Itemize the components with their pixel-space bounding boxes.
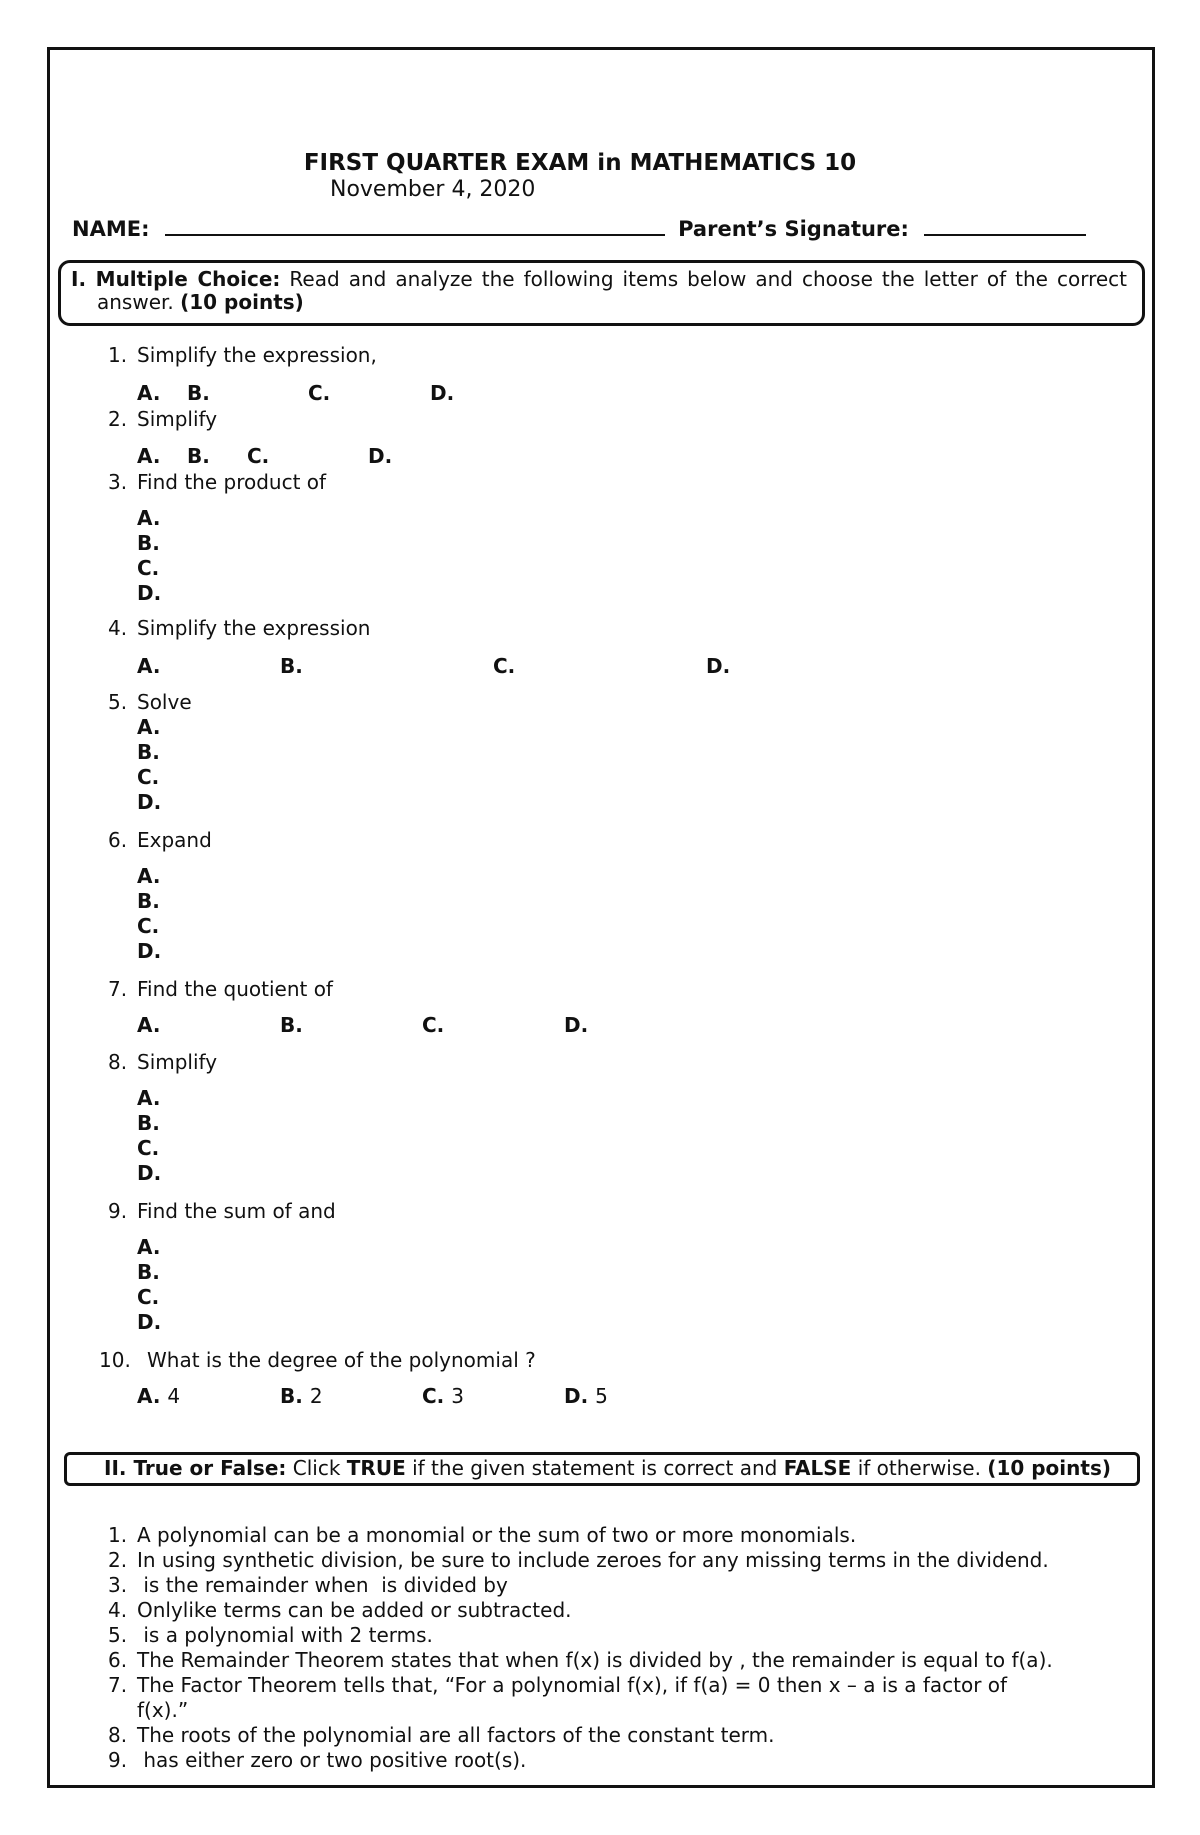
question-10 bbox=[99, 1348, 536, 1372]
q7-option-c[interactable]: C. bbox=[422, 1013, 445, 1037]
q2-option-c[interactable]: C. bbox=[247, 444, 270, 468]
tf-item-8 bbox=[108, 1723, 775, 1747]
question-text: Expand bbox=[137, 828, 212, 852]
question-9 bbox=[108, 1199, 336, 1223]
item-text: A polynomial can be a monomial or the sum of two or more monomials. bbox=[137, 1523, 857, 1547]
question-text: Find the sum of and bbox=[137, 1199, 336, 1223]
part1-instruction-text: Read and analyze the following items below and choose the letter of the correct answer. bbox=[97, 267, 1128, 314]
item-text: Onlylike terms can be added or subtracted. bbox=[137, 1598, 572, 1622]
part2-heading: II. True or False: bbox=[104, 1456, 287, 1480]
question-text: Simplify the expression bbox=[137, 616, 371, 640]
tf-item-3 bbox=[108, 1573, 508, 1597]
question-text: Find the quotient of bbox=[137, 977, 333, 1001]
question-5 bbox=[108, 690, 192, 714]
true-word: TRUE bbox=[346, 1456, 406, 1480]
q10-option-d[interactable] bbox=[564, 1384, 608, 1408]
question-7 bbox=[108, 977, 333, 1001]
q1-option-c[interactable]: C. bbox=[308, 381, 331, 405]
item-text: is a polynomial with 2 terms. bbox=[137, 1623, 433, 1647]
q2-option-d[interactable]: D. bbox=[368, 444, 393, 468]
item-number: 2. bbox=[108, 1548, 128, 1572]
item-text: The Remainder Theorem states that when f(x) is divided by , the remainder is equal to f(a). bbox=[137, 1648, 1053, 1672]
q5-option-a[interactable]: A. bbox=[137, 715, 161, 739]
tf-item-1 bbox=[108, 1523, 857, 1547]
item-number: 6. bbox=[108, 1648, 128, 1672]
q9-option-c[interactable]: C. bbox=[137, 1285, 160, 1309]
question-number: 6. bbox=[108, 828, 128, 852]
part1-instruction-box bbox=[58, 260, 1145, 326]
item-text: The Factor Theorem tells that, “For a polynomial f(x), if f(a) = 0 then x – a is a factor of bbox=[137, 1673, 1008, 1697]
name-label: NAME: bbox=[72, 217, 150, 241]
part1-heading: I. Multiple Choice: bbox=[71, 267, 281, 291]
q1-option-d[interactable]: D. bbox=[430, 381, 455, 405]
question-number: 8. bbox=[108, 1050, 128, 1074]
q7-option-a[interactable]: A. bbox=[137, 1013, 161, 1037]
item-text: has either zero or two positive root(s). bbox=[137, 1748, 527, 1772]
question-number: 3. bbox=[108, 470, 128, 494]
question-number: 1. bbox=[108, 343, 128, 367]
part2-text: if the given statement is correct and bbox=[412, 1456, 778, 1480]
item-number: 7. bbox=[108, 1673, 128, 1697]
item-number: 8. bbox=[108, 1723, 128, 1747]
q6-option-b[interactable]: B. bbox=[137, 889, 160, 913]
question-4 bbox=[108, 616, 371, 640]
q8-option-c[interactable]: C. bbox=[137, 1136, 160, 1160]
q3-option-a[interactable]: A. bbox=[137, 506, 161, 530]
q7-option-d[interactable]: D. bbox=[564, 1013, 589, 1037]
q6-option-c[interactable]: C. bbox=[137, 914, 160, 938]
tf-item-2 bbox=[108, 1548, 1049, 1572]
part2-instruction bbox=[104, 1457, 1124, 1480]
tf-item-5 bbox=[108, 1623, 433, 1647]
question-text: Simplify bbox=[137, 1050, 218, 1074]
tf-item-9 bbox=[108, 1748, 527, 1772]
q4-option-c[interactable]: C. bbox=[493, 654, 516, 678]
option-value: 3 bbox=[451, 1384, 464, 1408]
question-text: Simplify bbox=[137, 407, 218, 431]
question-number: 5. bbox=[108, 690, 128, 714]
question-text: Find the product of bbox=[137, 470, 327, 494]
tf-item-7 bbox=[108, 1673, 1008, 1697]
question-number: 10. bbox=[99, 1348, 131, 1372]
q8-option-a[interactable]: A. bbox=[137, 1086, 161, 1110]
question-2 bbox=[108, 407, 218, 431]
q8-option-b[interactable]: B. bbox=[137, 1111, 160, 1135]
question-1 bbox=[108, 343, 377, 367]
q5-option-c[interactable]: C. bbox=[137, 765, 160, 789]
q4-option-b[interactable]: B. bbox=[280, 654, 303, 678]
q9-option-d[interactable]: D. bbox=[137, 1310, 162, 1334]
item-text: is the remainder when is divided by bbox=[137, 1573, 508, 1597]
q2-option-b[interactable]: B. bbox=[187, 444, 210, 468]
question-8 bbox=[108, 1050, 218, 1074]
option-letter: D. bbox=[564, 1384, 589, 1408]
question-text: Simplify the expression, bbox=[137, 343, 377, 367]
item-number: 3. bbox=[108, 1573, 128, 1597]
q6-option-a[interactable]: A. bbox=[137, 864, 161, 888]
q3-option-b[interactable]: B. bbox=[137, 531, 160, 555]
item-number: 1. bbox=[108, 1523, 128, 1547]
signature-label: Parent’s Signature: bbox=[678, 217, 909, 241]
option-value: 4 bbox=[167, 1384, 181, 1408]
q1-option-b[interactable]: B. bbox=[187, 381, 210, 405]
item-text: In using synthetic division, be sure to include zeroes for any missing terms in the dividend. bbox=[137, 1548, 1049, 1572]
q5-option-b[interactable]: B. bbox=[137, 740, 160, 764]
q2-option-a[interactable]: A. bbox=[137, 444, 161, 468]
option-letter: A. bbox=[137, 1384, 161, 1408]
q1-option-a[interactable]: A. bbox=[137, 381, 161, 405]
q10-option-a[interactable] bbox=[137, 1384, 180, 1408]
question-3 bbox=[108, 470, 327, 494]
option-letter: C. bbox=[422, 1384, 445, 1408]
option-value: 5 bbox=[595, 1384, 608, 1408]
q9-option-a[interactable]: A. bbox=[137, 1235, 161, 1259]
q10-option-c[interactable] bbox=[422, 1384, 464, 1408]
false-word: FALSE bbox=[783, 1456, 852, 1480]
part1-points: (10 points) bbox=[180, 290, 304, 314]
q9-option-b[interactable]: B. bbox=[137, 1260, 160, 1284]
exam-title: FIRST QUARTER EXAM in MATHEMATICS 10 bbox=[303, 150, 857, 176]
option-value: 2 bbox=[309, 1384, 323, 1408]
q6-option-d[interactable]: D. bbox=[137, 939, 162, 963]
question-number: 7. bbox=[108, 977, 128, 1001]
part2-text: if otherwise. bbox=[857, 1456, 981, 1480]
item-text: The roots of the polynomial are all factors of the constant term. bbox=[137, 1723, 775, 1747]
q3-option-d[interactable]: D. bbox=[137, 581, 162, 605]
question-text: What is the degree of the polynomial ? bbox=[147, 1348, 536, 1372]
item-number: 5. bbox=[108, 1623, 128, 1647]
q10-option-b[interactable] bbox=[280, 1384, 323, 1408]
item-number: 9. bbox=[108, 1748, 128, 1772]
tf-item-6 bbox=[108, 1648, 1053, 1672]
q4-option-d[interactable]: D. bbox=[706, 654, 731, 678]
q5-option-d[interactable]: D. bbox=[137, 790, 162, 814]
question-6 bbox=[108, 828, 212, 852]
tf-item-7-continued: f(x).” bbox=[137, 1698, 189, 1722]
part2-points: (10 points) bbox=[987, 1456, 1111, 1480]
part1-instruction bbox=[71, 267, 1128, 314]
question-number: 2. bbox=[108, 407, 128, 431]
tf-item-4 bbox=[108, 1598, 572, 1622]
q7-option-b[interactable]: B. bbox=[280, 1013, 303, 1037]
q3-option-c[interactable]: C. bbox=[137, 556, 160, 580]
signature-field[interactable] bbox=[924, 216, 1086, 236]
item-number: 4. bbox=[108, 1598, 128, 1622]
question-number: 4. bbox=[108, 616, 128, 640]
name-signature-row bbox=[72, 216, 1086, 241]
question-text: Solve bbox=[137, 690, 192, 714]
q4-option-a[interactable]: A. bbox=[137, 654, 161, 678]
name-field[interactable] bbox=[165, 216, 665, 236]
question-number: 9. bbox=[108, 1199, 128, 1223]
exam-date: November 4, 2020 bbox=[330, 177, 536, 202]
exam-page bbox=[47, 47, 1155, 1788]
q8-option-d[interactable]: D. bbox=[137, 1161, 162, 1185]
option-letter: B. bbox=[280, 1384, 303, 1408]
part2-text: Click bbox=[292, 1456, 341, 1480]
